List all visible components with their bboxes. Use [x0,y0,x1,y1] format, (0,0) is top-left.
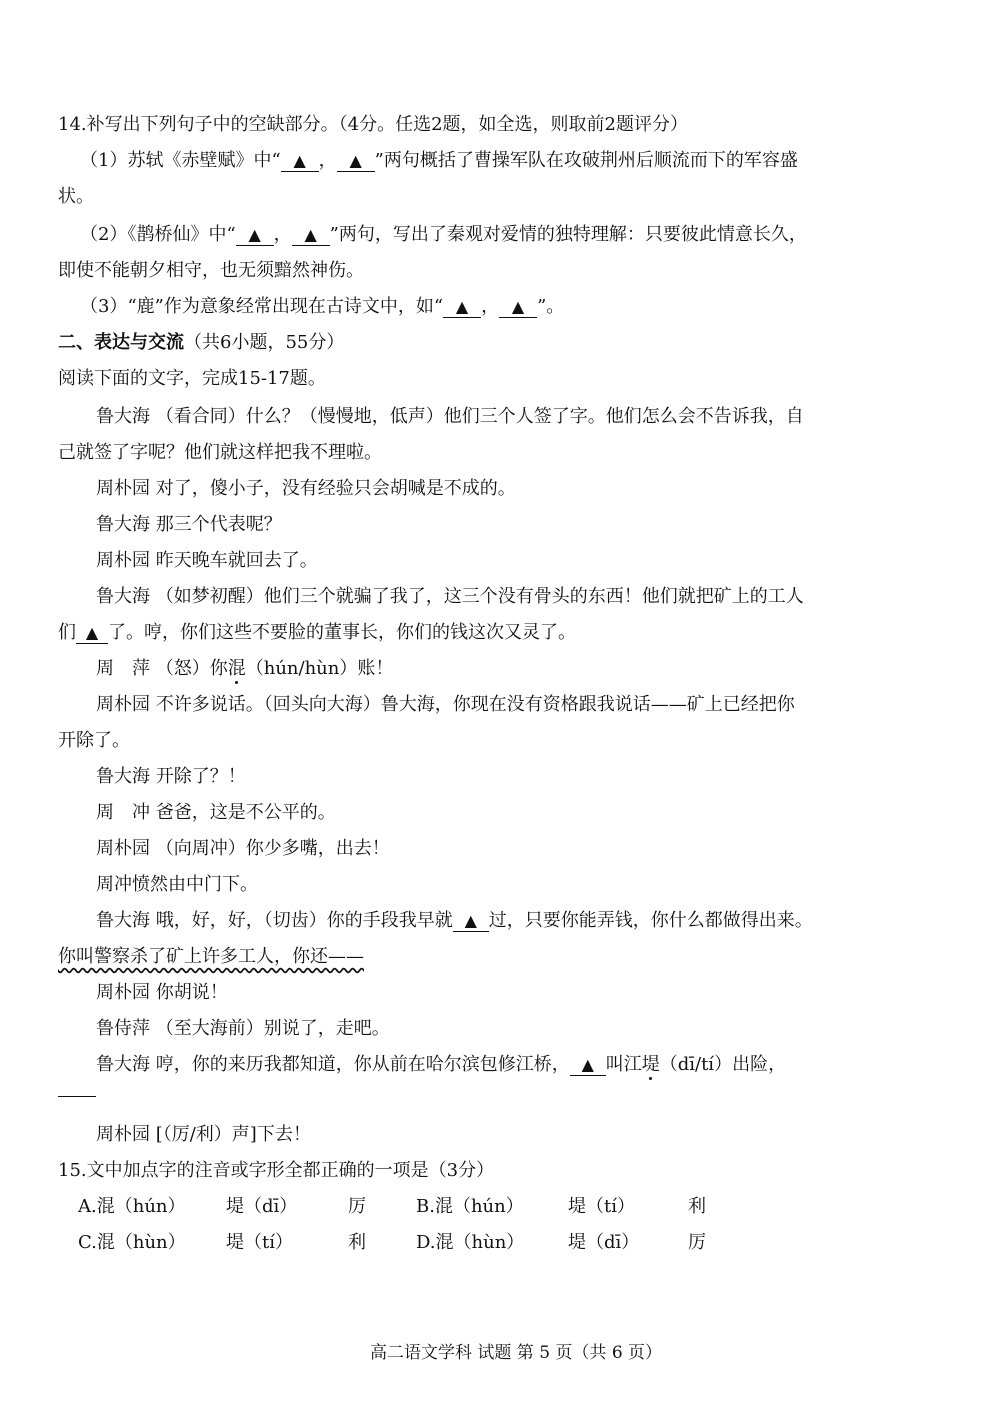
script-line: 鲁大海 哼，你的来历我都知道，你从前在哈尔滨包修江桥， ▲ 叫江堤（dī/tí）出险， [96,1054,787,1075]
script-line [58,944,364,970]
script-line: 鲁大海 （看合同）什么？（慢慢地，低声）他们三个人签了字。他们怎么会不告诉我，自 [96,406,804,427]
dotted-char: 堤 [641,1054,660,1075]
script-line: 鲁侍萍 （至大海前）别说了，走吧。 [96,1018,390,1039]
option-b-part-2: 堤（tí） [568,1196,635,1217]
dotted-char: 混 [227,658,246,679]
answer-blank: ▲ [236,225,274,246]
reading-intro: 阅读下面的文字，完成15-17题。 [58,368,326,389]
script-line: 鲁大海 开除了？！ [96,766,246,787]
script-line: 周 冲 爸爸，这是不公平的。 [96,802,336,823]
dash-mark [58,1096,96,1097]
option-c[interactable]: C.混（hùn） [78,1232,186,1253]
option-c-part-3: 利 [348,1232,366,1253]
option-a[interactable]: A.混（hún） [78,1196,186,1217]
script-line: 鲁大海 （如梦初醒）他们三个就骗了我了，这三个没有骨头的东西！他们就把矿上的工人 [96,586,804,607]
script-line: 己就签了字呢？他们就这样把我不理啦。 [58,442,382,463]
answer-blank: ▲ [76,623,108,644]
option-a-part-2: 堤（dī） [226,1196,298,1217]
script-line: 鲁大海 哦，好，好，（切齿）你的手段我早就 ▲ 过，只要你能弄钱，你什么都做得出来。 [96,910,813,931]
q14-item-1: （1）苏轼《赤壁赋》中“ ▲ ， ▲ ”两句概括了曹操军队在攻破荆州后顺流而下的军容盛 [80,150,798,171]
option-b[interactable]: B.混（hún） [416,1196,524,1217]
script-line: 开除了。 [58,730,130,751]
script-line: 周朴园 对了，傻小子，没有经验只会胡喊是不成的。 [96,478,516,499]
section-heading: 二、表达与交流（共6小题，55分） [58,332,345,353]
option-a-part-3: 厉 [348,1196,366,1217]
q14-item-2: （2）《鹊桥仙》中“ ▲ ， ▲ ”两句，写出了秦观对爱情的独特理解：只要彼此情意长久， [80,224,807,245]
script-line: 周冲愤然由中门下。 [96,874,258,895]
script-line: 周 萍 （怒）你混（hún/hùn）账！ [96,658,394,679]
option-d-part-3: 厉 [688,1232,706,1253]
answer-blank: ▲ [292,225,330,246]
q14-title: 14.补写出下列句子中的空缺部分。（4分。任选2题，如全选，则取前2题评分） [58,114,688,135]
answer-blank: ▲ [453,911,489,932]
answer-blank: ▲ [281,151,319,172]
answer-blank: ▲ [443,297,481,318]
script-line: 周朴园 你胡说！ [96,982,228,1003]
answer-blank: ▲ [570,1055,606,1076]
option-b-part-3: 利 [688,1196,706,1217]
option-d[interactable]: D.混（hùn） [416,1232,525,1253]
wavy-underlined-sentence: 你叫警察杀了矿上许多工人，你还—— [58,946,364,967]
script-line: 们 ▲ 了。哼，你们这些不要脸的董事长，你们的钱这次又灵了。 [58,622,576,643]
q14-item-1-cont: 状。 [58,186,94,207]
script-line: 周朴园 昨天晚车就回去了。 [96,550,318,571]
answer-blank: ▲ [499,297,537,318]
script-line: 周朴园 不许多说话。（回头向大海）鲁大海，你现在没有资格跟我说话——矿上已经把你 [96,694,795,715]
script-line: 周朴园 [（厉/利）声]下去！ [96,1124,311,1145]
page-footer: 高二语文学科 试题 第 5 页（共 6 页） [370,1343,663,1363]
q14-item-2-cont: 即使不能朝夕相守，也无须黯然神伤。 [58,260,364,281]
q14-item-3: （3）“鹿”作为意象经常出现在古诗文中，如“ ▲ ， ▲ ”。 [80,296,565,317]
q15-title: 15.文中加点字的注音或字形全都正确的一项是（3分） [58,1160,495,1181]
script-line: 鲁大海 那三个代表呢？ [96,514,282,535]
answer-blank: ▲ [337,151,375,172]
script-line: 周朴园 （向周冲）你少多嘴，出去！ [96,838,390,859]
option-c-part-2: 堤（tí） [226,1232,293,1253]
option-d-part-2: 堤（dī） [568,1232,640,1253]
